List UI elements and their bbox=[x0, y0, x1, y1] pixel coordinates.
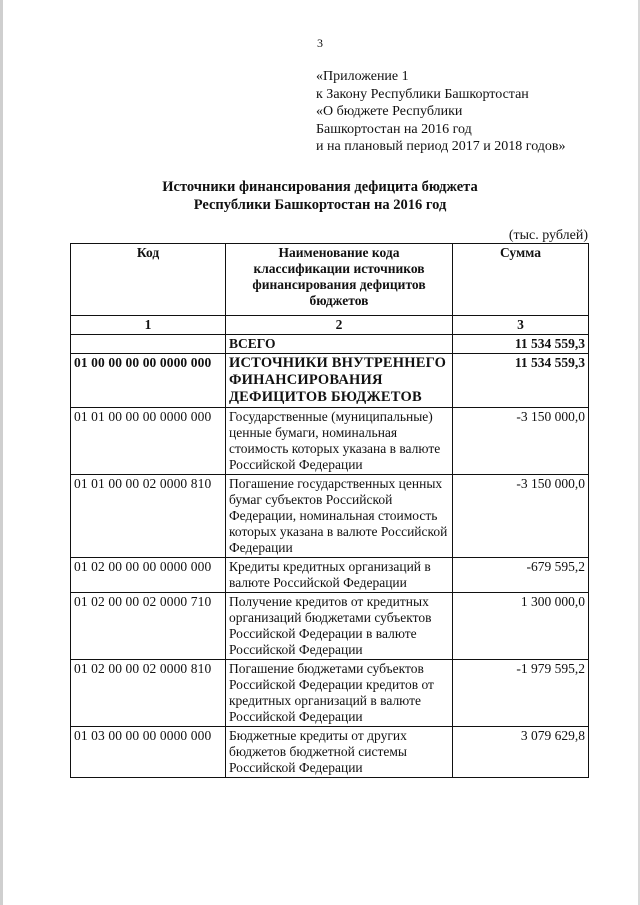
row-sum: 3 079 629,8 bbox=[453, 727, 589, 778]
row-code: 01 01 00 00 00 0000 000 bbox=[71, 408, 226, 475]
row-sum: 11 534 559,3 bbox=[453, 335, 589, 354]
unit-label: (тыс. рублей) bbox=[508, 228, 588, 243]
row-code: 01 02 00 00 00 0000 000 bbox=[71, 558, 226, 593]
document-title bbox=[0, 178, 640, 214]
row-sum: -3 150 000,0 bbox=[453, 408, 589, 475]
column-number: 1 bbox=[71, 316, 226, 335]
table-row bbox=[71, 593, 589, 660]
row-name: ВСЕГО bbox=[226, 335, 453, 354]
page-number: 3 bbox=[317, 36, 323, 50]
column-number: 2 bbox=[226, 316, 453, 335]
row-sum: -3 150 000,0 bbox=[453, 475, 589, 558]
table-row bbox=[71, 660, 589, 727]
header-name: Наименование кода классификации источников финансирования дефицитов бюджетов bbox=[226, 244, 453, 316]
scan-edge-left bbox=[0, 0, 3, 905]
appendix-note bbox=[316, 68, 566, 156]
table-row bbox=[71, 354, 589, 408]
header-sum: Сумма bbox=[453, 244, 589, 316]
row-sum: -1 979 595,2 bbox=[453, 660, 589, 727]
row-sum: 1 300 000,0 bbox=[453, 593, 589, 660]
row-name: ИСТОЧНИКИ ВНУТРЕННЕГО ФИНАНСИРОВАНИЯ ДЕФИЦИТОВ БЮДЖЕТОВ bbox=[226, 354, 453, 408]
row-code: 01 00 00 00 00 0000 000 bbox=[71, 354, 226, 408]
appendix-line: «О бюджете Республики bbox=[316, 104, 463, 119]
table-row bbox=[71, 558, 589, 593]
table-row-total bbox=[71, 335, 589, 354]
row-sum: -679 595,2 bbox=[453, 558, 589, 593]
row-code: 01 02 00 00 02 0000 810 bbox=[71, 660, 226, 727]
table-row bbox=[71, 408, 589, 475]
financing-sources-table bbox=[70, 243, 589, 778]
appendix-line: к Закону Республики Башкортостан bbox=[316, 86, 529, 102]
document-title-line: Источники финансирования дефицита бюджета bbox=[162, 179, 478, 195]
header-code: Код bbox=[71, 244, 226, 316]
row-sum: 11 534 559,3 bbox=[453, 354, 589, 408]
row-code: 01 03 00 00 00 0000 000 bbox=[71, 727, 226, 778]
document-title-line: Республики Башкортостан на 2016 год bbox=[193, 197, 447, 213]
row-code: 01 02 00 00 02 0000 710 bbox=[71, 593, 226, 660]
row-name: Погашение бюджетами субъектов Российской Федерации кредитов от кредитных организаций в валюте Российской Федерации bbox=[226, 660, 453, 727]
table-row bbox=[71, 475, 589, 558]
row-name: Бюджетные кредиты от других бюджетов бюджетной системы Российской Федерации bbox=[226, 727, 453, 778]
row-name: Государственные (муниципальные) ценные бумаги, номинальная стоимость которых указана в валюте Российской Федерации bbox=[226, 408, 453, 475]
column-number-row bbox=[71, 316, 589, 335]
column-number: 3 bbox=[453, 316, 589, 335]
row-name: Кредиты кредитных организаций в валюте Российской Федерации bbox=[226, 558, 453, 593]
row-name: Погашение государственных ценных бумаг субъектов Российской Федерации, номинальная стоимость которых указана в валюте Российской Федерации bbox=[226, 475, 453, 558]
appendix-line: Башкортостан на 2016 год bbox=[316, 121, 472, 137]
row-code bbox=[71, 335, 226, 354]
table-row bbox=[71, 727, 589, 778]
table-header-row bbox=[71, 244, 589, 316]
row-name: Получение кредитов от кредитных организаций бюджетами субъектов Российской Федерации в валюте Российской Федерации bbox=[226, 593, 453, 660]
appendix-line: «Приложение 1 bbox=[316, 69, 409, 84]
row-code: 01 01 00 00 02 0000 810 bbox=[71, 475, 226, 558]
appendix-line: и на плановый период 2017 и 2018 годов» bbox=[316, 139, 566, 154]
